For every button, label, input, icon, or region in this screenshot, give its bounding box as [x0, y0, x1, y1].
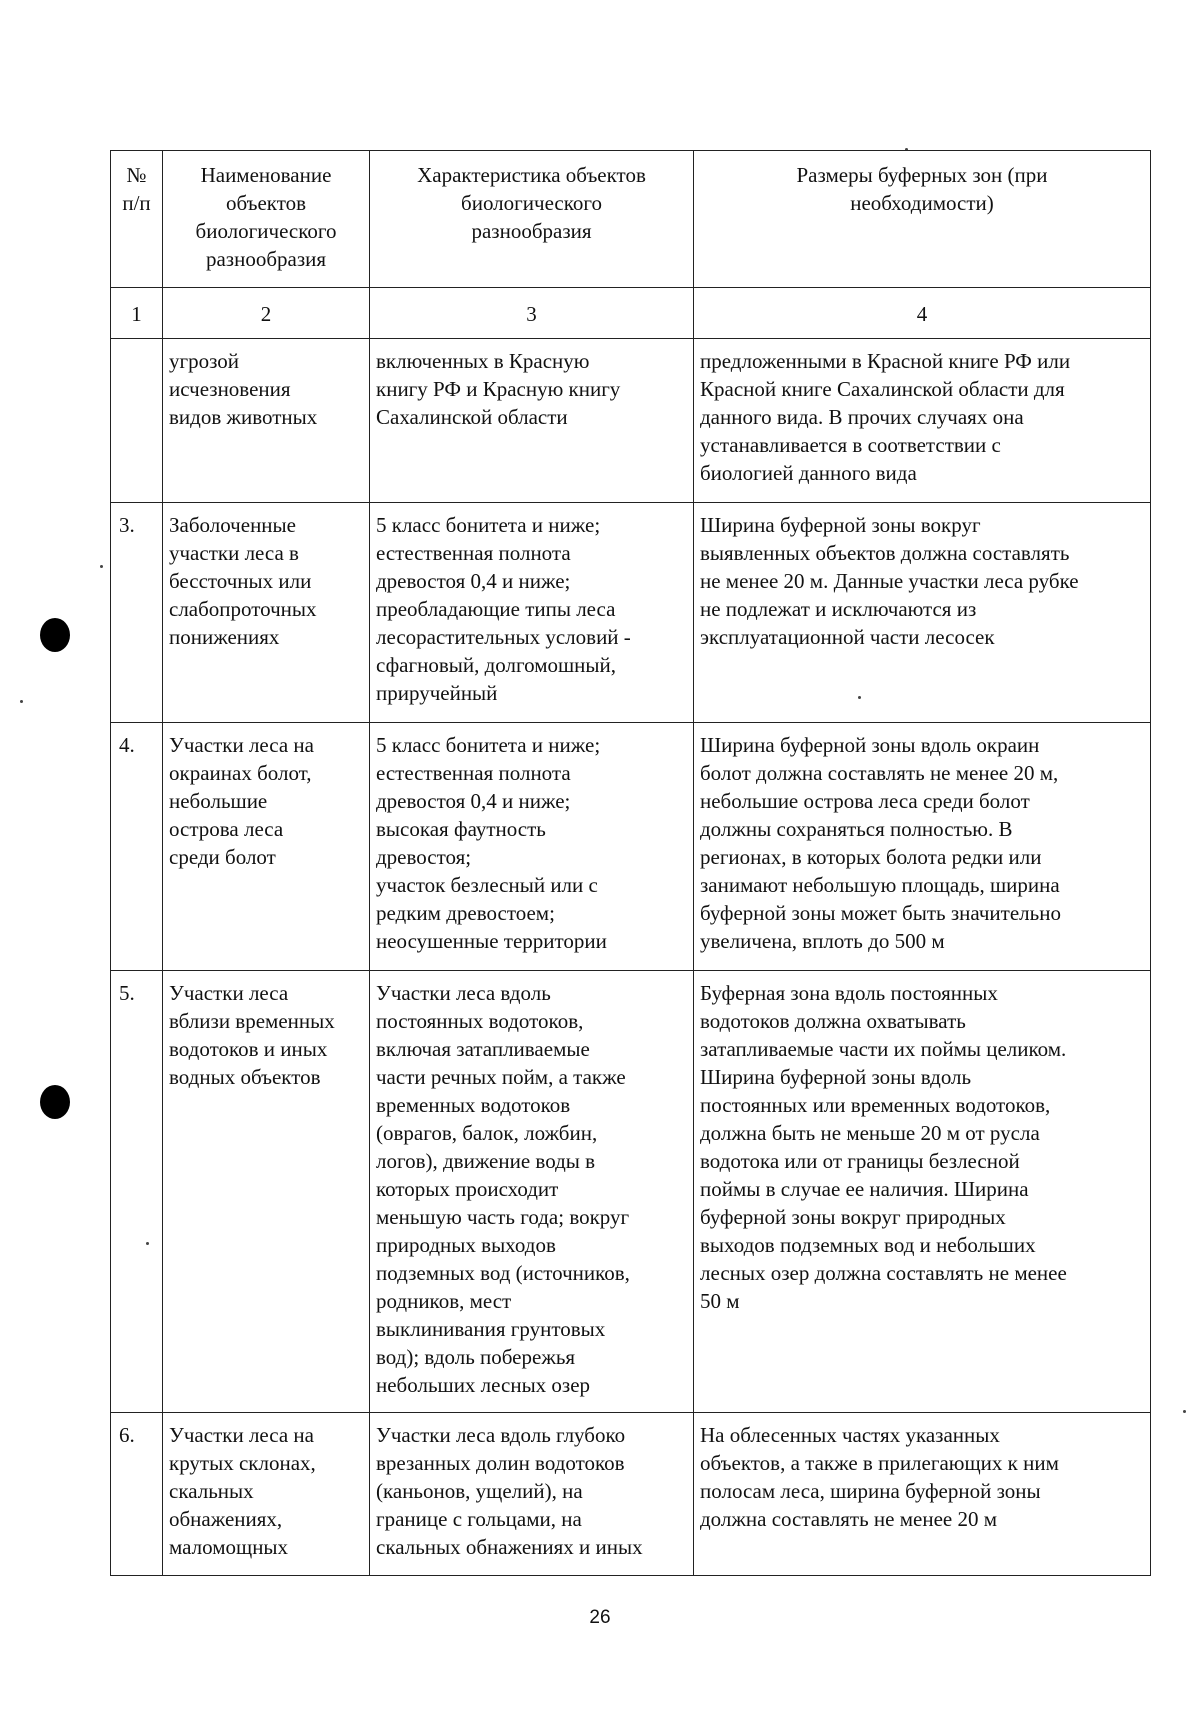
header-name: Наименование объектов биологического разнообразия	[163, 151, 370, 288]
punch-hole-top	[40, 618, 70, 652]
row-number: 3.	[111, 503, 163, 723]
column-index: 2	[163, 288, 370, 339]
column-index: 4	[694, 288, 1151, 339]
row-number: 5.	[111, 971, 163, 1413]
header-buffer-zones: Размеры буферных зон (при необходимости)	[694, 151, 1151, 288]
column-index: 1	[111, 288, 163, 339]
row-name: угрозой исчезновения видов животных	[163, 339, 370, 503]
table-row	[111, 503, 1151, 723]
header-characteristics: Характеристика объектов биологического разнообразия	[370, 151, 694, 288]
row-buffer: Ширина буферной зоны вдоль окраин болот должна составлять не менее 20 м, небольшие острова леса среди болот должны сохраняться полностью. В регионах, в которых болота редки или занимают небольшую площадь, ширина буферной зоны может быть значительно увеличена, вплоть до 500 м	[694, 723, 1151, 971]
header-row	[111, 151, 1151, 288]
row-characteristics: Участки леса вдоль глубоко врезанных долин водотоков (каньонов, ущелий), на границе с гольцами, на скальных обнажениях и иных	[370, 1413, 694, 1576]
table-row	[111, 723, 1151, 971]
row-name: Заболоченные участки леса в бессточных или слабопроточных понижениях	[163, 503, 370, 723]
row-name: Участки леса на окраинах болот, небольшие острова леса среди болот	[163, 723, 370, 971]
punch-hole-bottom	[40, 1085, 70, 1119]
scan-speck	[20, 700, 23, 703]
row-number: 4.	[111, 723, 163, 971]
row-characteristics: включенных в Красную книгу РФ и Красную книгу Сахалинской области	[370, 339, 694, 503]
row-buffer: Буферная зона вдоль постоянных водотоков должна охватывать затапливаемые части их поймы целиком. Ширина буферной зоны вдоль постоянных или временных водотоков, должна быть не меньше 20 м от русла водотока или от границы безлесной поймы в случае ее наличия. Ширина буферной зоны вокруг природных выходов подземных вод и небольших лесных озер должна составлять не менее 50 м	[694, 971, 1151, 1413]
row-buffer: На облесенных частях указанных объектов, а также в прилегающих к ним полосам леса, ширина буферной зоны должна составлять не менее 20 м	[694, 1413, 1151, 1576]
table-row	[111, 1413, 1151, 1576]
row-number	[111, 339, 163, 503]
page-number: 26	[589, 1607, 611, 1628]
table-row	[111, 339, 1151, 503]
column-index-row	[111, 288, 1151, 339]
column-index: 3	[370, 288, 694, 339]
scan-speck	[1183, 1410, 1186, 1413]
biodiversity-table	[110, 150, 1151, 1576]
table-row	[111, 971, 1151, 1413]
row-characteristics: 5 класс бонитета и ниже; естественная полнота древостоя 0,4 и ниже; высокая фаутность древостоя; участок безлесный или с редким древостоем; неосушенные территории	[370, 723, 694, 971]
row-characteristics: 5 класс бонитета и ниже; естественная полнота древостоя 0,4 и ниже; преобладающие типы леса лесорастительных условий - сфагновый, долгомошный, приручейный	[370, 503, 694, 723]
header-number: № п/п	[111, 151, 163, 288]
row-name: Участки леса вблизи временных водотоков и иных водных объектов	[163, 971, 370, 1413]
row-characteristics: Участки леса вдоль постоянных водотоков, включая затапливаемые части речных пойм, а также временных водотоков (оврагов, балок, ложбин, логов), движение воды в которых происходит меньшую часть года; вокруг природных выходов подземных вод (источников, родников, мест выклинивания грунтовых вод); вдоль побережья небольших лесных озер	[370, 971, 694, 1413]
row-buffer: Ширина буферной зоны вокруг выявленных объектов должна составлять не менее 20 м. Данные участки леса рубке не подлежат и исключаются из эксплуатационной части лесосек	[694, 503, 1151, 723]
row-buffer: предложенными в Красной книге РФ или Красной книге Сахалинской области для данного вида. В прочих случаях она устанавливается в соответствии с биологией данного вида	[694, 339, 1151, 503]
row-name: Участки леса на крутых склонах, скальных обнажениях, маломощных	[163, 1413, 370, 1576]
scan-speck	[100, 565, 103, 568]
row-number: 6.	[111, 1413, 163, 1576]
